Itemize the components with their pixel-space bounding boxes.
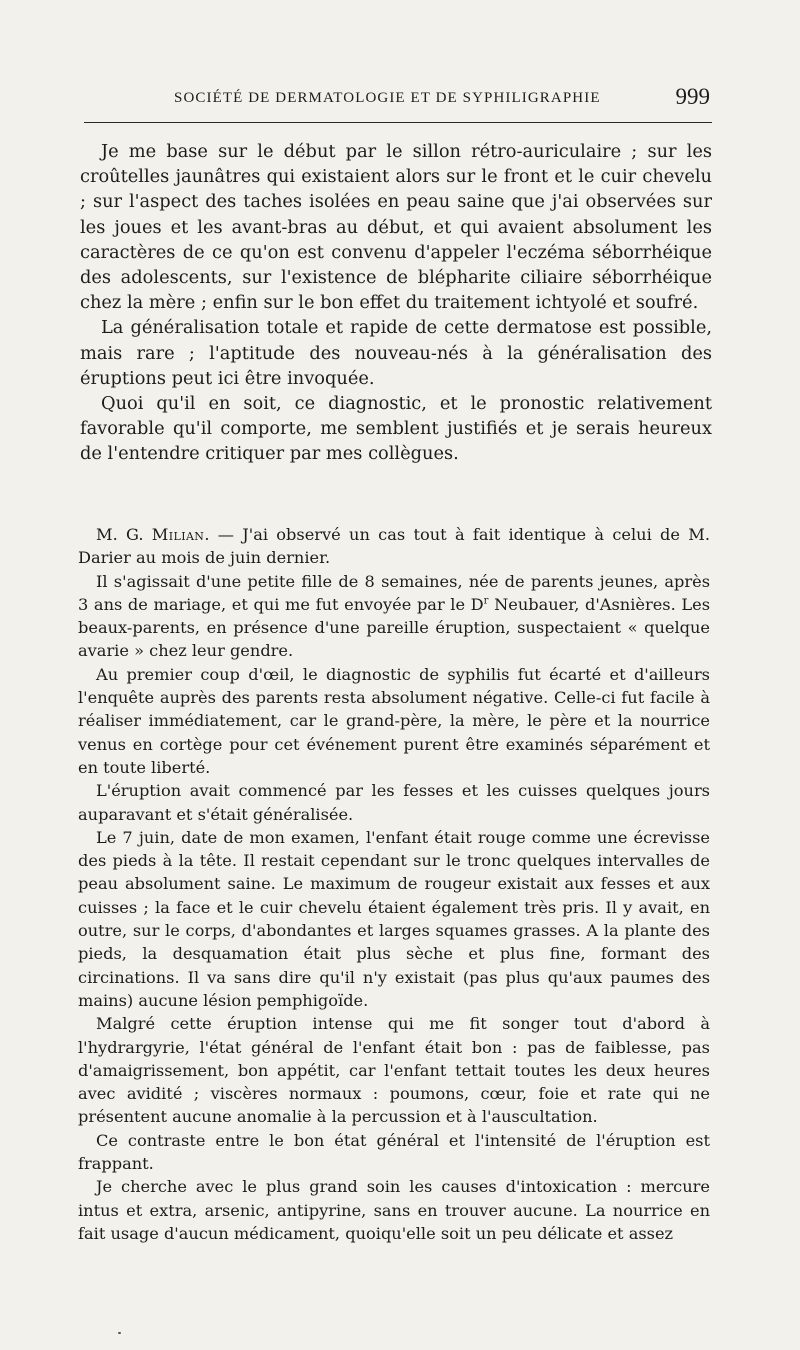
header-rule (84, 122, 712, 123)
speaker-name: Milian (151, 525, 205, 544)
intro-text: . — J'ai observé un cas tout à fait identique à celui de M. Darier au mois de juin dernier. (78, 525, 710, 568)
paragraph: Quoi qu'il en soit, ce diagnostic, et le pronostic relativement favorable qu'il comporte, me semblent justifiés et je serais heureux de l'entendre critiquer par mes collègues. (80, 393, 712, 465)
paragraph: Au premier coup d'œil, le diagnostic de syphilis fut écarté et d'ailleurs l'enquête auprès des parents resta absolument négative. Celle-ci fut facile à réaliser immédiatement, car le grand-père, la mère, le père et la nourrice venus en cortège pour cet événement purent être examinés séparément et en toute liberté. (78, 664, 710, 777)
page-number: 999 (675, 84, 710, 109)
paragraph: La généralisation totale et rapide de cette dermatose est possible, mais rare ; l'aptitude des nouveau-nés à la généralisation des éruptions peut ici être invoquée. (80, 317, 712, 389)
paragraph: Ce contraste entre le bon état général et l'intensité de l'éruption est frappant. (78, 1130, 710, 1174)
milian-communication (78, 523, 710, 1245)
large-text-block (80, 139, 712, 467)
milian-intro-paragraph (78, 523, 710, 570)
speaker-prefix: M. G. (96, 525, 152, 544)
running-head (84, 84, 712, 114)
paragraph: Le 7 juin, date de mon examen, l'enfant était rouge comme une écrevisse des pieds à la tête. Il restait cependant sur le tronc quelques intervalles de peau absolument saine. Le maximum de rougeur existait aux fesses et aux cuisses ; la face et le cuir chevelu étaient également très pris. Il y avait, en outre, sur le corps, d'abondantes et larges squames grasses. A la plante des pieds, la desquamation était plus sèche et plus fine, formant des circinations. Il va sans dire qu'il n'y existait (pas plus qu'aux paumes des mains) aucune lésion pemphigoïde. (78, 827, 710, 1010)
paragraph: L'éruption avait commencé par les fesses et les cuisses quelques jours auparavant et s'était généralisée. (78, 781, 710, 824)
paragraph (78, 570, 710, 663)
paragraph: Je cherche avec le plus grand soin les causes d'intoxication : mercure intus et extra, arsenic, antipyrine, sans en trouver aucune. La nourrice en fait usage d'aucun médicament, quoiqu'elle soit un peu délicate et assez (78, 1177, 710, 1243)
text-segment: Il s'agissait d'une petite fille de 8 semaines, née de parents jeunes, après 3 ans de mariage, et qui me fut envoyée par le D (78, 571, 710, 614)
paragraph: Malgré cette éruption intense qui me fit songer tout d'abord à l'hydrargyrie, l'état général de l'enfant était bon : pas de faiblesse, pas d'amaigrissement, bon appétit, car l'enfant tettait toutes les deux heures avec avidité ; viscères normaux : poumons, cœur, foie et rate qui ne présentent aucune anomalie à la percussion et à l'auscultation. (78, 1014, 710, 1127)
paper-speck (118, 1332, 121, 1334)
superscript: r (483, 595, 489, 607)
journal-title: SOCIÉTÉ DE DERMATOLOGIE ET DE SYPHILIGRAPHIE (174, 90, 601, 106)
paragraph: Je me base sur le début par le sillon rétro-auriculaire ; sur les croûtelles jaunâtres qui existaient alors sur le front et le cuir chevelu ; sur l'aspect des taches isolées en peau saine que j'ai observées sur les joues et les avant-bras au début, et qui avaient absolument les caractères de ce qu'on est convenu d'appeler l'eczéma séborrhéique des adolescents, sur l'existence de blépharite ciliaire séborrhéique chez la mère ; enfin sur le bon effet du traitement ichtyolé et soufré. (80, 141, 712, 314)
text-segment: Neubauer, d'Asnières. Les beaux-parents, en présence d'une pareille éruption, suspectaient « quelque avarie » chez leur gendre. (78, 594, 710, 661)
